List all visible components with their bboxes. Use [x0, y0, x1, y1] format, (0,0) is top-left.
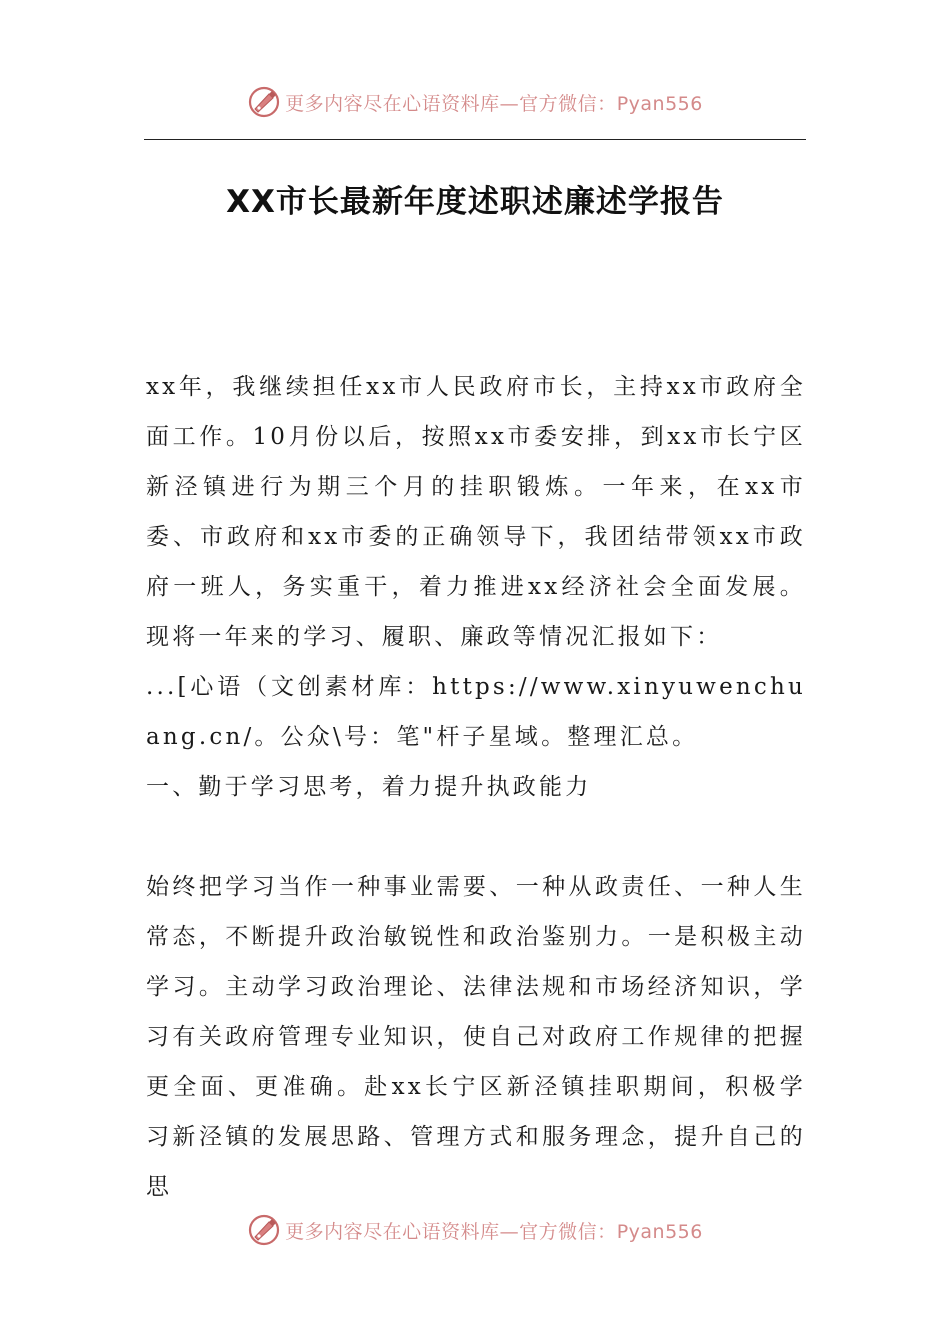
footer-brand-text	[285, 1217, 703, 1244]
header-brand-text	[285, 89, 703, 116]
footer-brand	[0, 1210, 950, 1250]
header-brand-account: Pyan556	[616, 92, 703, 115]
document-title: XX市长最新年度述职述廉述学报告	[226, 184, 724, 220]
paragraph-intro: xx年，我继续担任xx市人民政府市长，主持xx市政府全面工作。10月份以后，按照xx市委安排，到xx市长宁区新泾镇进行为期三个月的挂职锻炼。一年来，在xx市委、市政府和xx市委的正确领导下，我团结带领xx市政府一班人，务实重干，着力推进xx经济社会全面发展。现将一年来的学习、履职、廉政等情况汇报如下：	[146, 374, 806, 650]
header-brand	[0, 82, 950, 122]
document-body	[146, 362, 806, 1212]
section-heading-1: 一、勤于学习思考，着力提升执政能力	[146, 774, 592, 800]
header-brand-main: 更多内容尽在心语资料库	[285, 92, 500, 115]
pen-nib-logo-icon	[247, 1213, 281, 1247]
header-divider	[144, 139, 806, 140]
footer-brand-main: 更多内容尽在心语资料库	[285, 1220, 500, 1243]
header-brand-sep: —	[499, 92, 520, 115]
footer-brand-sep: —	[499, 1220, 520, 1243]
footer-brand-label: 官方微信：	[519, 1220, 617, 1243]
pen-nib-logo-icon	[247, 85, 281, 119]
paragraph-section-1: 始终把学习当作一种事业需要、一种从政责任、一种人生常态，不断提升政治敏锐性和政治鉴别力。一是积极主动学习。主动学习政治理论、法律法规和市场经济知识，学习有关政府管理专业知识，使自己对政府工作规律的把握更全面、更准确。赴xx长宁区新泾镇挂职期间，积极学习新泾镇的发展思路、管理方式和服务理念，提升自己的思	[146, 874, 806, 1200]
paragraph-source-note: ...[心语（文创素材库：https://www.xinyuwenchuang.cn/。公众\号：笔"杆子星域。整理汇总。	[146, 674, 806, 750]
footer-brand-account: Pyan556	[616, 1220, 703, 1243]
header-brand-label: 官方微信：	[519, 92, 617, 115]
